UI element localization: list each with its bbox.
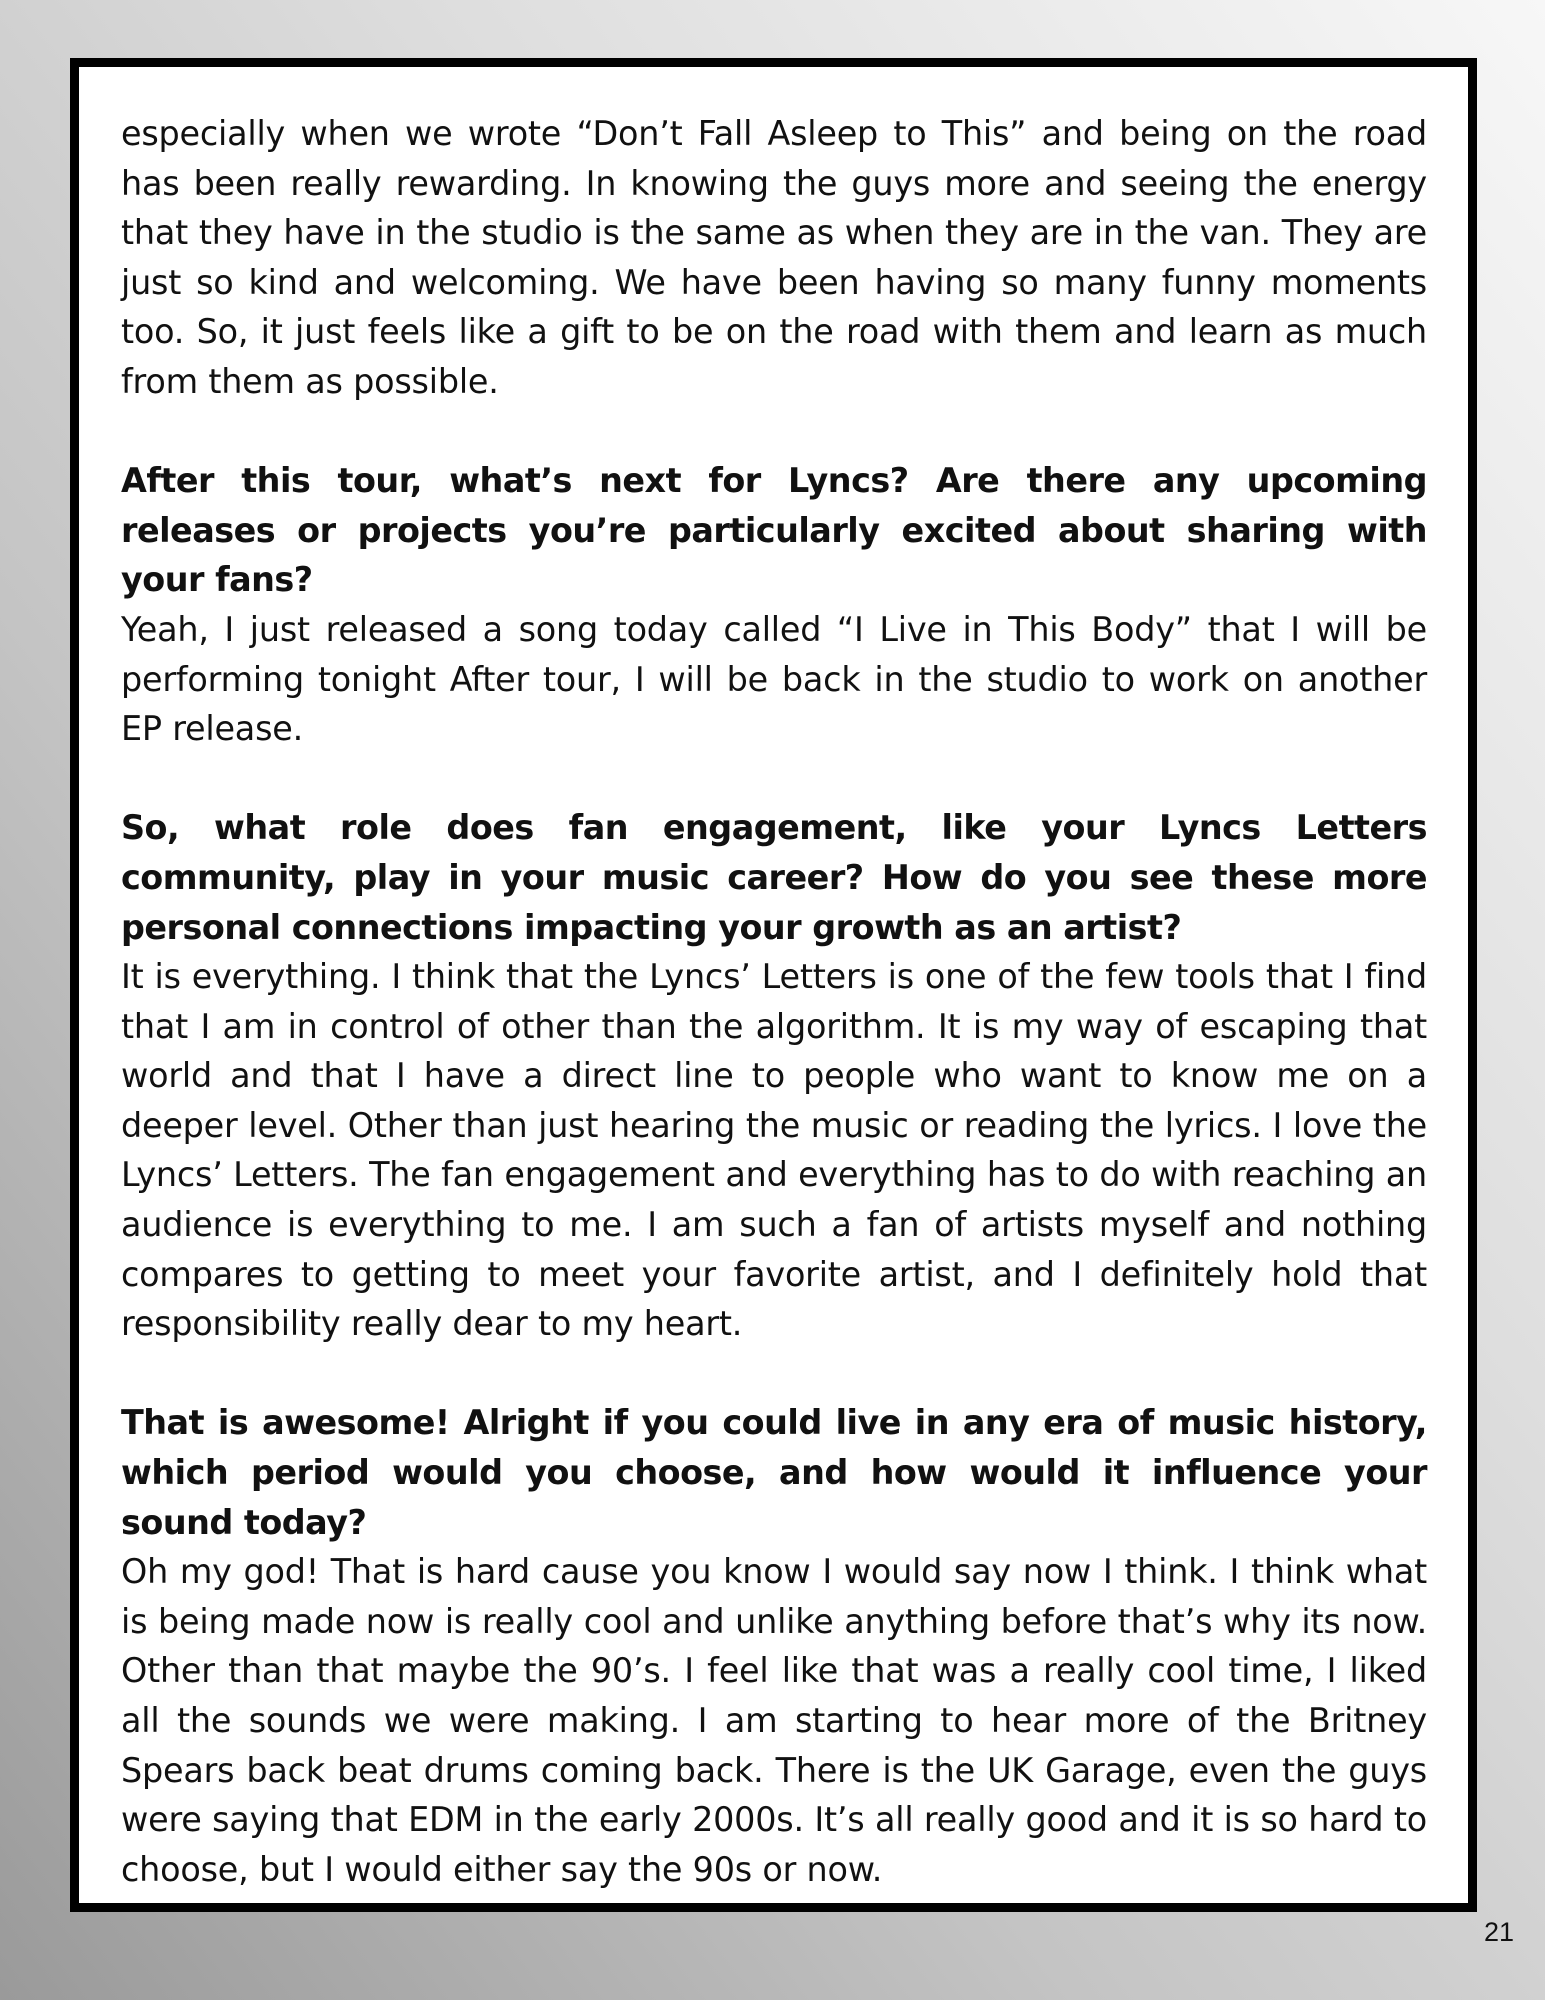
answer-next-for-lyncs: Yeah, I just released a song today called “I Live in This Body” that I will be performing tonight After tour, I will be back in the studio to work on another EP release.: [121, 609, 1427, 749]
paragraph-spacer: [121, 407, 1427, 457]
question-next-for-lyncs: After this tour, what’s next for Lyncs? Are there any upcoming releases or projects you’re particularly excited about sharing with your fans?: [121, 461, 1427, 600]
paragraph-spacer: [121, 754, 1427, 804]
answer-music-era: Oh my god! That is hard cause you know I would say now I think. I think what is being made now is really cool and unlike anything before that’s why its now. Other than that maybe the 90’s. I feel like that was a really cool time, I liked all the sounds we were making. I am starting to hear more of the Britney Spears back beat drums coming back. There is the UK Garage, even the guys were saying that EDM in the early 2000s. It’s all really good and it is so hard to choose, but I would either say the 90s or now.: [121, 1552, 1427, 1889]
question-fan-engagement: So, what role does fan engagement, like your Lyncs Letters community, play in your music career? How do you see these more personal connections impacting your growth as an artist?: [121, 808, 1427, 947]
paragraph-spacer: [121, 1349, 1427, 1399]
article-body: [121, 109, 1427, 1894]
page-number: 21: [1483, 1917, 1514, 1947]
answer-fan-engagement: It is everything. I think that the Lyncs’ Letters is one of the few tools that I find that I am in control of other than the algorithm. It is my way of escaping that world and that I have a direct line to people who want to know me on a deeper level. Other than just hearing the music or reading the lyrics. I love the Lyncs’ Letters. The fan engagement and everything has to do with reaching an audience is everything to me. I am such a fan of artists myself and nothing compares to getting to meet your favorite artist, and I definitely hold that responsibility really dear to my heart.: [121, 957, 1427, 1344]
page-frame: [70, 58, 1477, 1912]
question-music-era: That is awesome! Alright if you could live in any era of music history, which period would you choose, and how would it influence your sound today?: [121, 1403, 1427, 1542]
intro-answer: especially when we wrote “Don’t Fall Asleep to This” and being on the road has been really rewarding. In knowing the guys more and seeing the energy that they have in the studio is the same as when they are in the van. They are just so kind and welcoming. We have been having so many funny moments too. So, it just feels like a gift to be on the road with them and learn as much from them as possible.: [121, 114, 1427, 401]
